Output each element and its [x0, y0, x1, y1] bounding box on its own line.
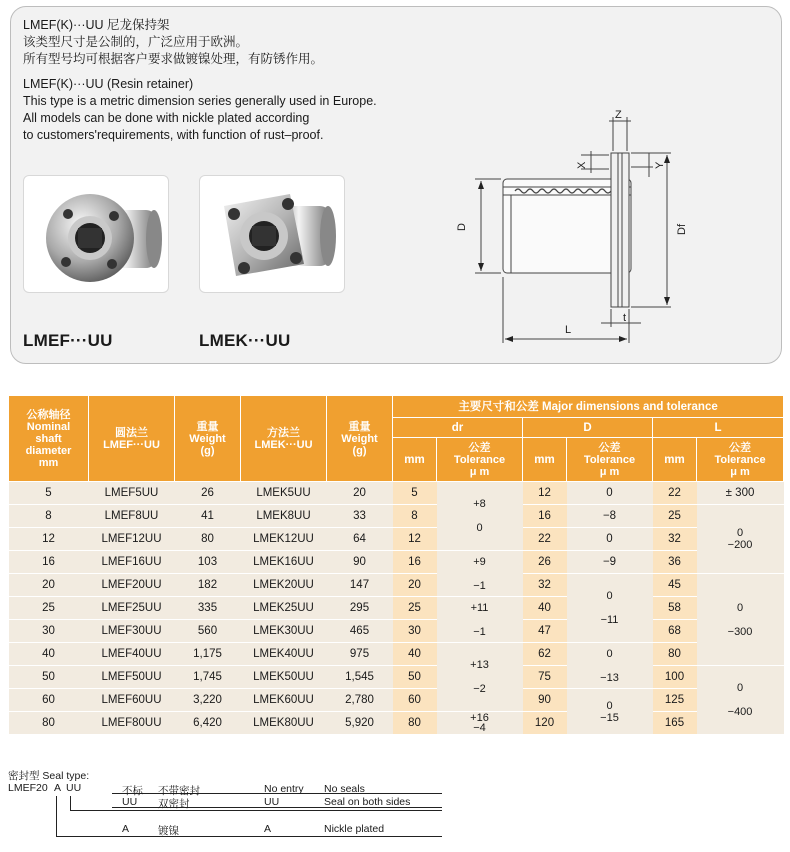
header-L-mm: mm: [653, 438, 697, 482]
header-D-mm: mm: [523, 438, 567, 482]
label-l: L: [565, 324, 572, 336]
table-row: 25 LMEF25UU 335 LMEK25UU 295 25 +11 −1 40 58: [9, 597, 784, 620]
header-D-tol: 公差 Tolerance μ m: [567, 438, 653, 482]
header-shaft: 公称轴径 Nominal shaft diameter mm: [9, 396, 89, 482]
en-line-2: All models can be done with nickle plated according: [23, 111, 310, 125]
header-L-tol: 公差 Tolerance μ m: [697, 438, 784, 482]
description-text: [23, 17, 377, 144]
table-row: 20 LMEF20UU 182 LMEK20UU 147 20 32 0 −11 45 0 −300: [9, 574, 784, 597]
header-round-flange: 圆法兰 LMEF···UU: [89, 396, 175, 482]
table-row: 80 LMEF80UU 6,420 LMEK80UU 5,920 80 +16 −4 120 165: [9, 712, 784, 735]
header-dr-mm: mm: [393, 438, 437, 482]
table-row: 8 LMEF8UU 41 LMEK8UU 33 8 16 −8 25 0 −200: [9, 505, 784, 528]
header-weight-1: 重量 Weight (g): [175, 396, 241, 482]
cn-title: LMEF(K)···UU 尼龙保持架: [23, 18, 170, 32]
tol-dr-c: +11 −1: [437, 597, 523, 643]
lmef-photo: [23, 175, 169, 293]
label-x: X: [576, 161, 588, 169]
seal-title: 密封型 Seal type:: [8, 770, 90, 782]
table-row: 40 LMEF40UU 1,175 LMEK40UU 975 40 +13 −2 62 0 −13 80: [9, 643, 784, 666]
tol-D-h: 0 −13: [567, 643, 653, 689]
header-L: L: [653, 418, 784, 438]
label-d: D: [456, 223, 468, 231]
table-row: 16 LMEF16UU 103 LMEK16UU 90 16 +9 −1 26 −9 36: [9, 551, 784, 574]
cn-line-1: 该类型尺寸是公制的，广泛应用于欧洲。: [23, 35, 249, 49]
tol-dr-a: +8 0: [437, 482, 523, 551]
lmek-photo: [199, 175, 345, 293]
header-major: 主要尺寸和公差 Major dimensions and tolerance: [393, 396, 784, 418]
label-z: Z: [615, 109, 622, 121]
label-y: Y: [654, 161, 666, 169]
tol-D-i: 0 −15: [567, 689, 653, 735]
en-line-1: This type is a metric dimension series generally used in Europe.: [23, 94, 377, 108]
label-df: Df: [676, 224, 688, 235]
table-row: 60 LMEF60UU 3,220 LMEK60UU 2,780 60 90 0 −15 125: [9, 689, 784, 712]
en-title: LMEF(K)···UU (Resin retainer): [23, 77, 194, 91]
tol-dr-b: +9 −1: [437, 551, 523, 597]
table-row: 12 LMEF12UU 80 LMEK12UU 64 12 22 0 32: [9, 528, 784, 551]
seal-code: LMEF20: [8, 782, 48, 794]
cn-line-2: 所有型号均可根据客户要求做镀镍处理，有防锈作用。: [23, 52, 324, 66]
lmek-caption: LMEK···UU: [199, 331, 291, 350]
table-row: 5 LMEF5UU 26 LMEK5UU 20 5 +8 0 12 0 22 ± 300: [9, 482, 784, 505]
header-D: D: [523, 418, 653, 438]
tol-L-b: 0 −300: [697, 574, 784, 666]
seal-code-a: A: [54, 782, 62, 794]
header-square-flange: 方法兰 LMEK···UU: [241, 396, 327, 482]
dimension-drawing: [431, 107, 711, 357]
header-weight-2: 重量 Weight (g): [327, 396, 393, 482]
tol-L-c: 0 −400: [697, 666, 784, 735]
table-row: 50 LMEF50UU 1,745 LMEK50UU 1,545 50 75 100 0 −400: [9, 666, 784, 689]
description-panel: [10, 6, 782, 364]
header-dr: dr: [393, 418, 523, 438]
tol-D-g: 0 −11: [567, 574, 653, 643]
tol-L-a: 0 −200: [697, 505, 784, 574]
header-dr-tol: 公差 Tolerance μ m: [437, 438, 523, 482]
spec-table: [8, 395, 784, 735]
table-row: 30 LMEF30UU 560 LMEK30UU 465 30 47 68: [9, 620, 784, 643]
label-t: t: [623, 312, 627, 324]
tol-dr-d: +13 −2: [437, 643, 523, 712]
lmef-caption: LMEF···UU: [23, 331, 113, 350]
en-line-3: to customers'requirements, with function of rust–proof.: [23, 128, 324, 142]
tol-dr-e: +16 −4: [437, 712, 523, 735]
seal-code-uu: UU: [66, 782, 82, 794]
